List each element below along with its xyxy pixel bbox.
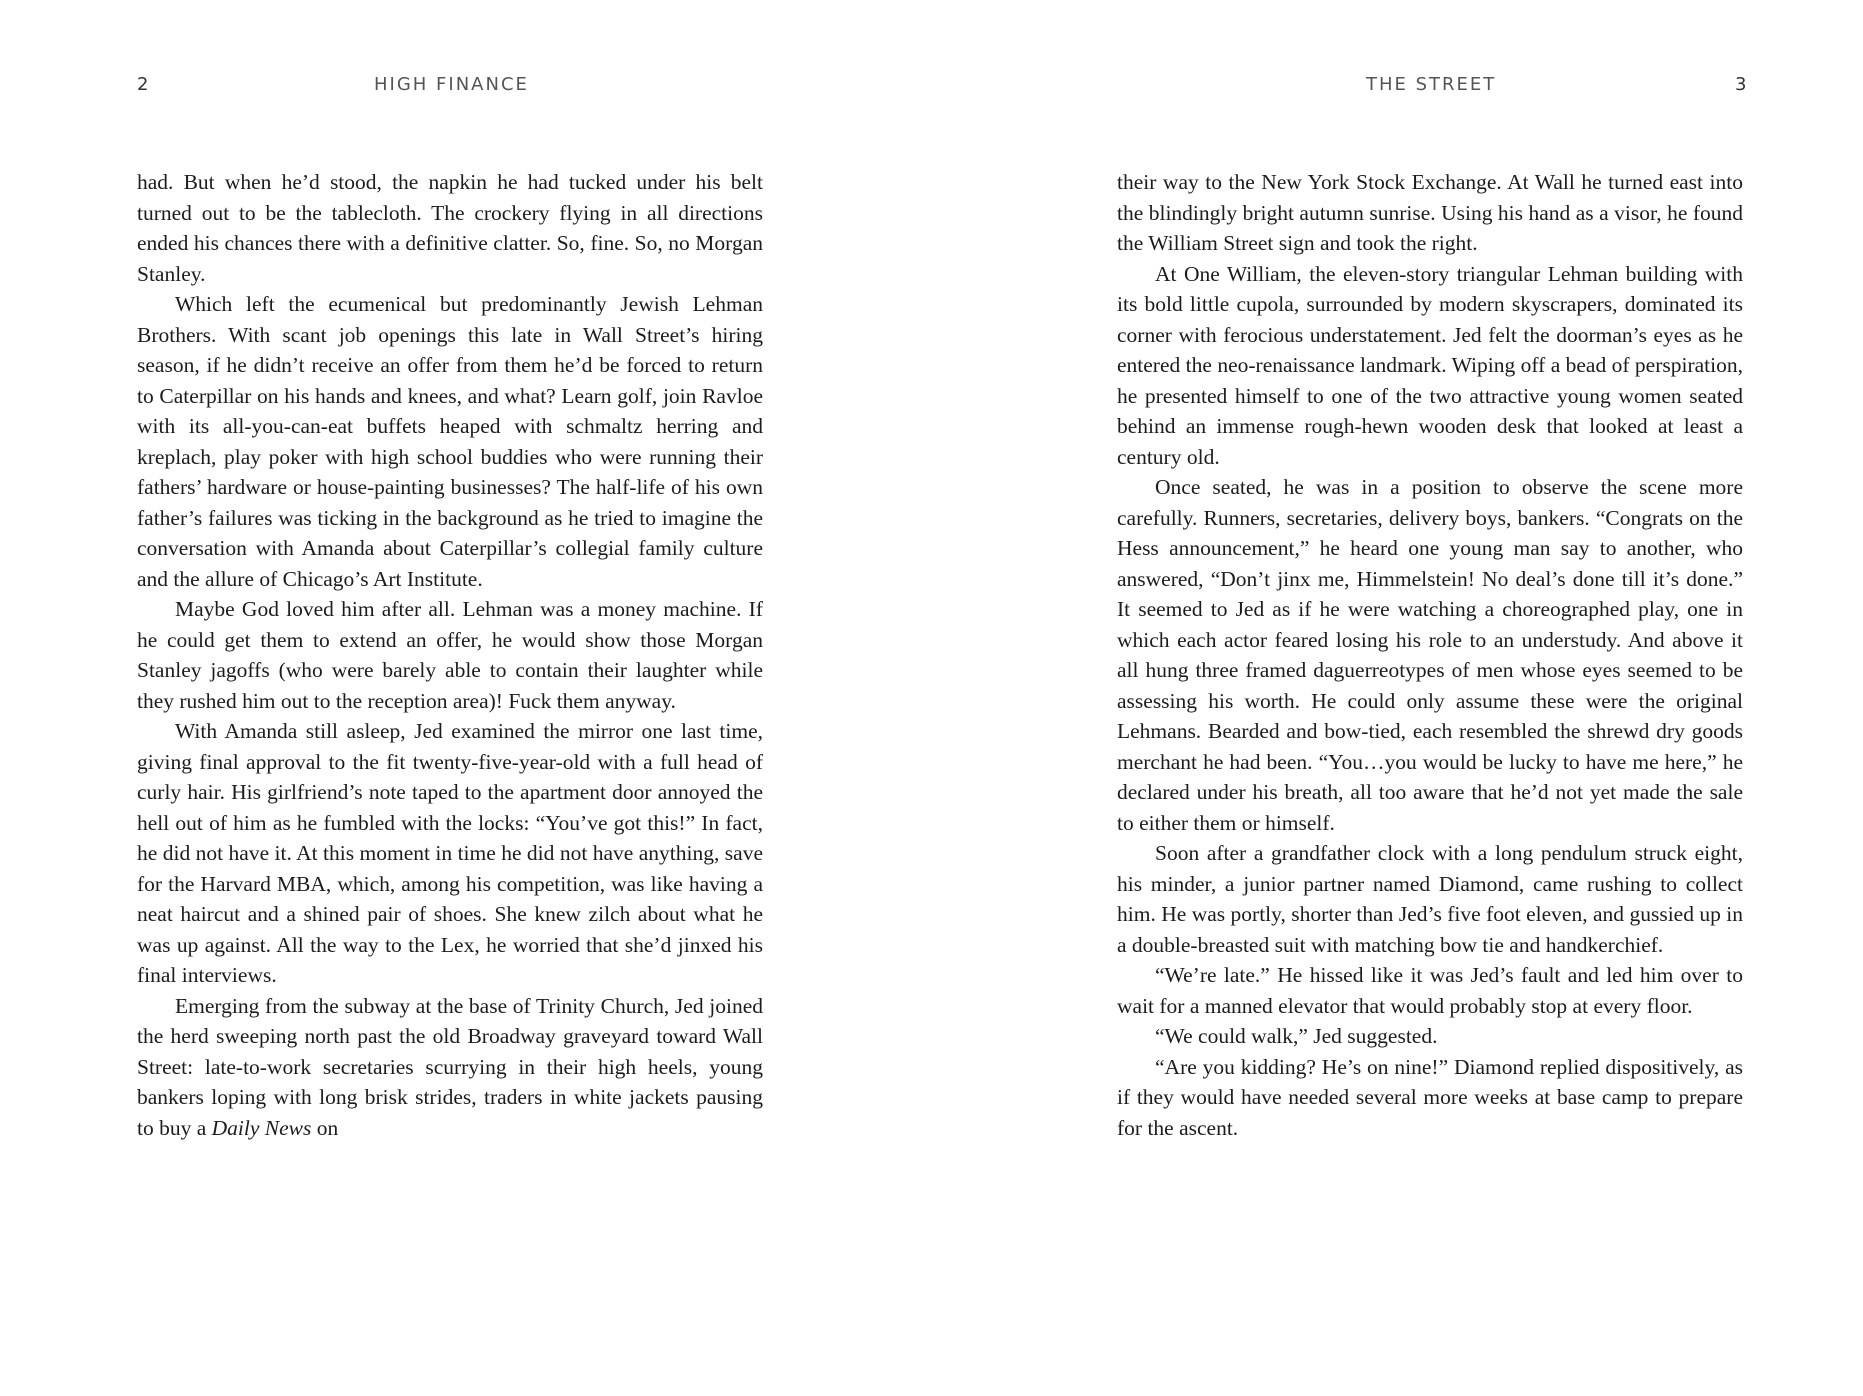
paragraph: Once seated, he was in a position to observe the scene more carefully. Runners, secretaries, delivery boys, bankers. “Congrats on the Hess announcement,” he heard one young man say to another, who answered, “Don’t jinx me, Himmelstein! No deal’s done till it’s done.” It seemed to Jed as if he were watching a choreographed play, one in which each actor feared losing his role to an understudy. And above it all hung three framed daguerreotypes of men whose eyes seemed to be assessing his worth. He could only assume these were the original Lehmans. Bearded and bow-tied, each resembled the shrewd dry goods merchant he had been. “You…you would be lucky to have me here,” he declared under his breath, all too aware that he’d not yet made the sale to either them or himself. (1117, 475, 1743, 835)
paragraph: Maybe God loved him after all. Lehman was a money machine. If he could get them to extend an offer, he would show those Morgan Stanley jagoffs (who were barely able to contain their laughter while they rushed him out to the reception area)! Fuck them anyway. (137, 597, 763, 713)
italic-title: Daily News (211, 1115, 312, 1140)
paragraph: “Are you kidding? He’s on nine!” Diamond replied dispositively, as if they would have needed several more weeks at base camp to prepare for the ascent. (1117, 1054, 1743, 1140)
right-page (931, 0, 1863, 1396)
paragraph: Soon after a grandfather clock with a long pendulum struck eight, his minder, a junior partner named Diamond, came rushing to collect him. He was portly, shorter than Jed’s five foot eleven, and gussied up in a double-breasted suit with matching bow tie and handkerchief. (1117, 841, 1743, 957)
paragraph: Which left the ecumenical but predominantly Jewish Lehman Brothers. With scant job openings this late in Wall Street’s hiring season, if he didn’t receive an offer from them he’d be forced to return to Caterpillar on his hands and knees, and what? Learn golf, join Ravloe with its all-you-can-eat buffets heaped with schmaltz herring and kreplach, play poker with high school buddies who were running their fathers’ hardware or house-painting businesses? The half-life of his own father’s failures was ticking in the background as he tried to imagine the conversation with Amanda about Caterpillar’s collegial family culture and the allure of Chicago’s Art Institute. (137, 292, 763, 591)
paragraph: “We could walk,” Jed suggested. (1155, 1024, 1438, 1048)
body-text (137, 167, 763, 1143)
paragraph: had. But when he’d stood, the napkin he had tucked under his belt turned out to be the tablecloth. The crockery flying in all directions ended his chances there with a definitive clatter. So, fine. So, no Morgan Stanley. (137, 170, 763, 286)
running-head: HIGH FINANCE (374, 74, 529, 95)
paragraph: their way to the New York Stock Exchange. At Wall he turned east into the blindingly bright autumn sunrise. Using his hand as a visor, he found the William Street sign and took the right. (1117, 170, 1743, 255)
paragraph (137, 991, 763, 1144)
page-number: 2 (137, 74, 149, 95)
paragraph-text: Emerging from the subway at the base of Trinity Church, Jed joined the herd sweeping north past the old Broadway graveyard toward Wall Street: late-to-work secretaries scurrying in their high heels, young bankers loping with long brisk strides, traders in white jackets pausing to buy a (137, 993, 763, 1140)
running-head: THE STREET (1366, 74, 1497, 95)
body-text (1117, 167, 1743, 1143)
paragraph: With Amanda still asleep, Jed examined the mirror one last time, giving final approval to the fit twenty-five-year-old with a full head of curly hair. His girlfriend’s note taped to the apartment door annoyed the hell out of him as he fumbled with the locks: “You’ve got this!” In fact, he did not have it. At this moment in time he did not have anything, save for the Harvard MBA, which, among his competition, was like having a neat haircut and a shined pair of shoes. She knew zilch about what he was up against. All the way to the Lex, he worried that she’d jinxed his final interviews. (137, 719, 763, 987)
paragraph-tail: on (311, 1115, 339, 1140)
left-page (0, 0, 931, 1396)
paragraph: At One William, the eleven-story triangular Lehman building with its bold little cupola, surrounded by modern skyscrapers, dominated its corner with ferocious understatement. Jed felt the doorman’s eyes as he entered the neo-renaissance landmark. Wiping off a bead of perspiration, he presented himself to one of the two attractive young women seated behind an immense rough-hewn wooden desk that looked at least a century old. (1117, 261, 1743, 469)
paragraph: “We’re late.” He hissed like it was Jed’s fault and led him over to wait for a manned elevator that would probably stop at every floor. (1117, 963, 1743, 1018)
page-number: 3 (1735, 74, 1747, 95)
